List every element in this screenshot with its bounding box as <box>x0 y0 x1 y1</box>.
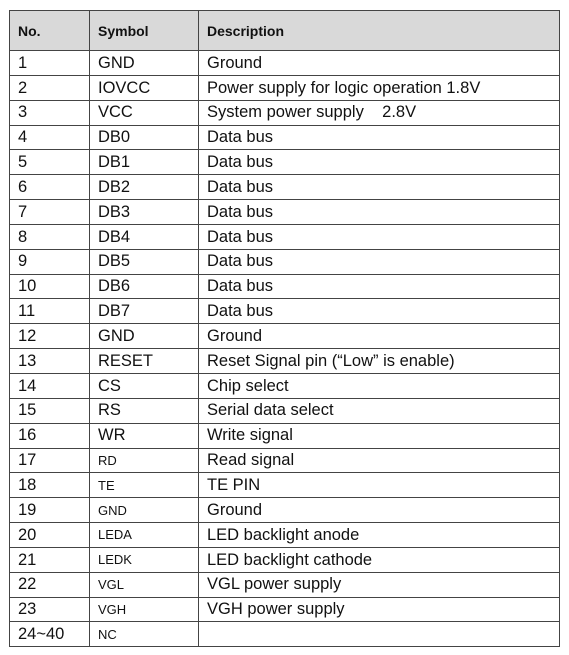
header-symbol: Symbol <box>90 11 199 51</box>
table-row <box>10 373 560 398</box>
table-row <box>10 299 560 324</box>
pin-number-cell: 13 <box>10 349 90 374</box>
pin-description-cell: Data bus <box>199 125 560 150</box>
pin-description-cell: Chip select <box>199 373 560 398</box>
table-row <box>10 349 560 374</box>
pin-description-cell: Ground <box>199 324 560 349</box>
table-row <box>10 51 560 76</box>
pin-description-cell <box>199 622 560 647</box>
pin-number-cell: 20 <box>10 523 90 548</box>
pin-description-cell: Reset Signal pin (“Low” is enable) <box>199 349 560 374</box>
pin-description-cell: Data bus <box>199 274 560 299</box>
table-row <box>10 597 560 622</box>
table-row <box>10 324 560 349</box>
table-row <box>10 398 560 423</box>
pin-symbol-cell: RS <box>90 398 199 423</box>
pin-number-cell: 8 <box>10 224 90 249</box>
pin-symbol-cell: IOVCC <box>90 75 199 100</box>
pin-description-cell: VGL power supply <box>199 572 560 597</box>
pin-description-cell: Data bus <box>199 175 560 200</box>
table-row <box>10 423 560 448</box>
pin-symbol-cell: DB7 <box>90 299 199 324</box>
pin-number-cell: 11 <box>10 299 90 324</box>
pin-number-cell: 3 <box>10 100 90 125</box>
pin-description-cell: Ground <box>199 51 560 76</box>
pin-number-cell: 22 <box>10 572 90 597</box>
table-row <box>10 523 560 548</box>
pin-number-cell: 17 <box>10 448 90 473</box>
table-row <box>10 224 560 249</box>
pin-symbol-cell: GND <box>90 498 199 523</box>
pin-description-cell: LED backlight anode <box>199 523 560 548</box>
pin-description-cell: Write signal <box>199 423 560 448</box>
table-row <box>10 274 560 299</box>
table-row <box>10 249 560 274</box>
pin-symbol-cell: GND <box>90 51 199 76</box>
table-row <box>10 200 560 225</box>
pin-symbol-cell: RD <box>90 448 199 473</box>
pin-symbol-cell: LEDK <box>90 547 199 572</box>
pin-number-cell: 10 <box>10 274 90 299</box>
pin-symbol-cell: DB6 <box>90 274 199 299</box>
pin-symbol-cell: DB3 <box>90 200 199 225</box>
pin-symbol-cell: DB5 <box>90 249 199 274</box>
pin-symbol-cell: VCC <box>90 100 199 125</box>
pin-symbol-cell: NC <box>90 622 199 647</box>
table-row <box>10 473 560 498</box>
table-row <box>10 498 560 523</box>
pin-symbol-cell: DB1 <box>90 150 199 175</box>
pin-description-cell: Read signal <box>199 448 560 473</box>
pin-symbol-cell: DB2 <box>90 175 199 200</box>
pin-number-cell: 19 <box>10 498 90 523</box>
table-row <box>10 622 560 647</box>
table-header <box>10 11 560 51</box>
table-row <box>10 175 560 200</box>
pin-symbol-cell: VGL <box>90 572 199 597</box>
pin-symbol-cell: LEDA <box>90 523 199 548</box>
table-row <box>10 75 560 100</box>
header-no: No. <box>10 11 90 51</box>
pin-number-cell: 16 <box>10 423 90 448</box>
pin-symbol-cell: WR <box>90 423 199 448</box>
table-row <box>10 572 560 597</box>
pin-number-cell: 4 <box>10 125 90 150</box>
pin-symbol-cell: CS <box>90 373 199 398</box>
pin-symbol-cell: GND <box>90 324 199 349</box>
pin-number-cell: 21 <box>10 547 90 572</box>
pin-number-cell: 6 <box>10 175 90 200</box>
pin-description-cell: Power supply for logic operation 1.8V <box>199 75 560 100</box>
pin-symbol-cell: TE <box>90 473 199 498</box>
pin-symbol-cell: RESET <box>90 349 199 374</box>
pin-number-cell: 12 <box>10 324 90 349</box>
pin-number-cell: 18 <box>10 473 90 498</box>
pin-definition-table <box>9 10 560 647</box>
table-row <box>10 150 560 175</box>
pin-description-cell: LED backlight cathode <box>199 547 560 572</box>
pin-description-cell: Data bus <box>199 200 560 225</box>
table-row <box>10 125 560 150</box>
pin-number-cell: 2 <box>10 75 90 100</box>
pin-symbol-cell: DB4 <box>90 224 199 249</box>
table-row <box>10 547 560 572</box>
pin-symbol-cell: DB0 <box>90 125 199 150</box>
header-row <box>10 11 560 51</box>
pin-number-cell: 14 <box>10 373 90 398</box>
pin-description-cell: Data bus <box>199 224 560 249</box>
table-row <box>10 100 560 125</box>
pin-symbol-cell: VGH <box>90 597 199 622</box>
pin-description-cell: Serial data select <box>199 398 560 423</box>
pin-number-cell: 5 <box>10 150 90 175</box>
table-body <box>10 51 560 647</box>
pin-description-cell: Data bus <box>199 299 560 324</box>
pin-number-cell: 1 <box>10 51 90 76</box>
pin-description-cell: System power supply 2.8V <box>199 100 560 125</box>
header-description: Description <box>199 11 560 51</box>
pin-number-cell: 15 <box>10 398 90 423</box>
pin-number-cell: 9 <box>10 249 90 274</box>
pin-description-cell: TE PIN <box>199 473 560 498</box>
pin-number-cell: 23 <box>10 597 90 622</box>
pin-number-cell: 24~40 <box>10 622 90 647</box>
pin-description-cell: Data bus <box>199 150 560 175</box>
pin-description-cell: Data bus <box>199 249 560 274</box>
pin-description-cell: Ground <box>199 498 560 523</box>
pin-description-cell: VGH power supply <box>199 597 560 622</box>
pin-number-cell: 7 <box>10 200 90 225</box>
table-row <box>10 448 560 473</box>
